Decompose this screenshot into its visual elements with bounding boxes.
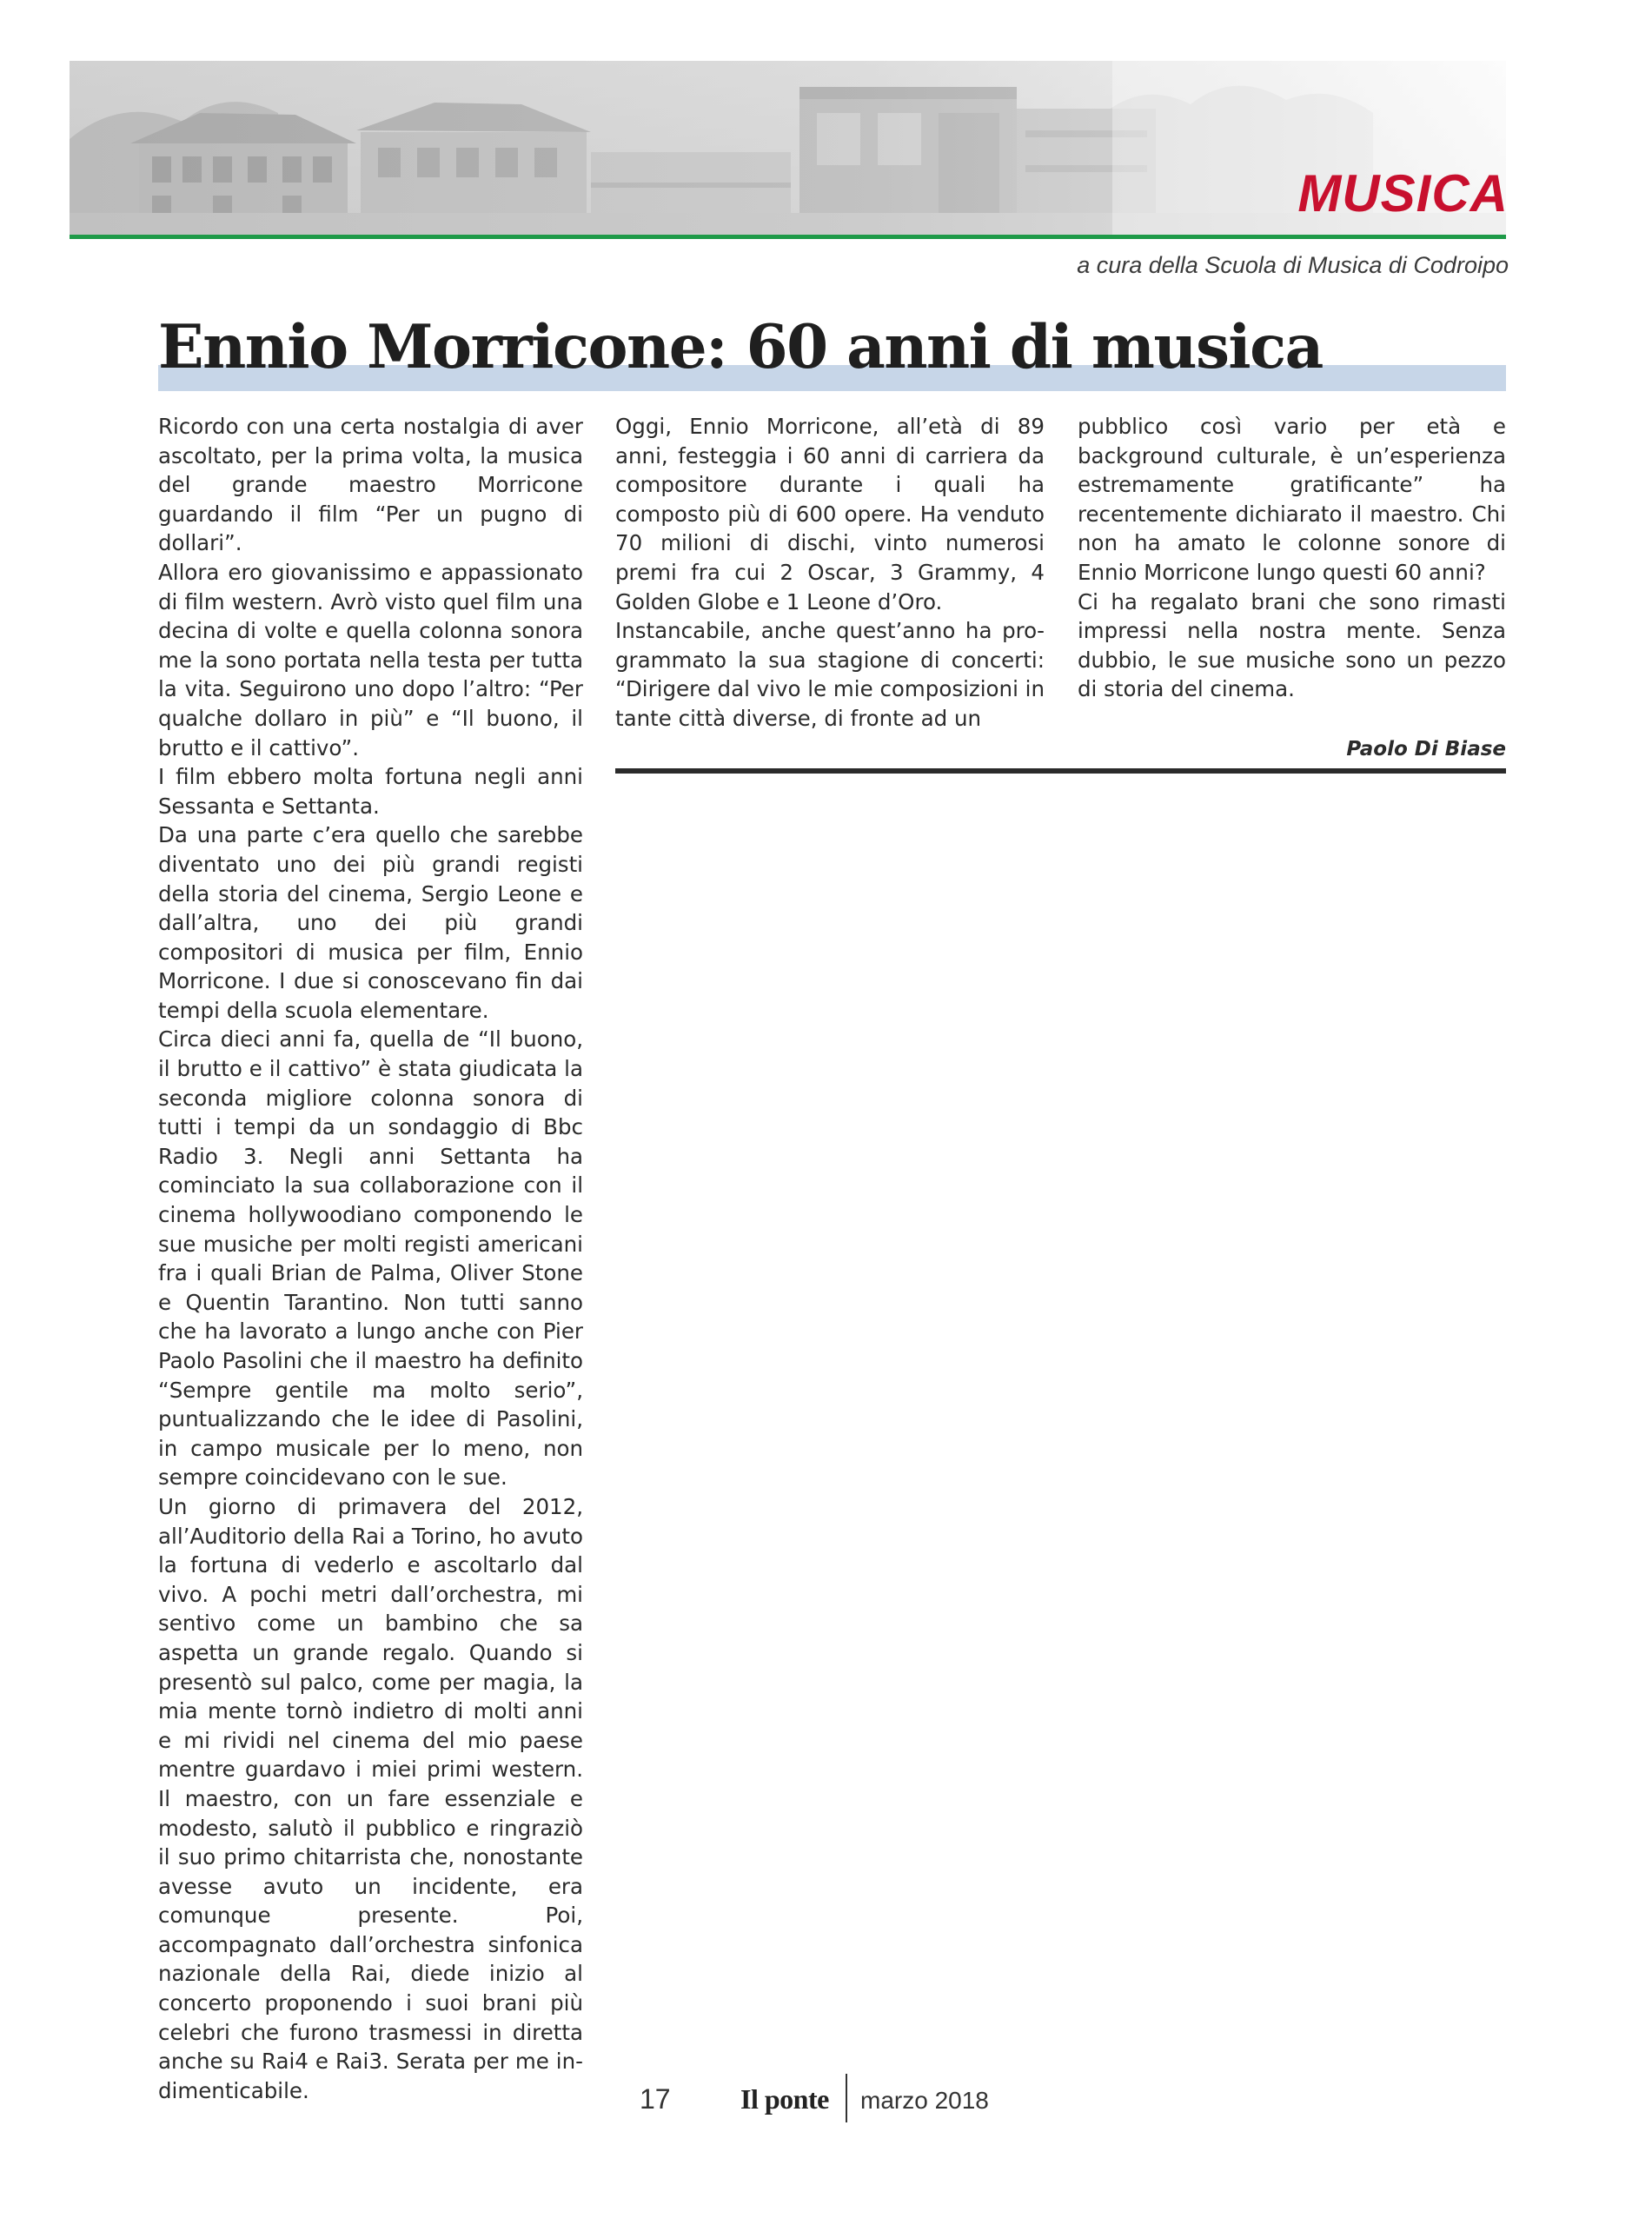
footer-divider (846, 2074, 847, 2122)
article-end-rule (615, 768, 1506, 774)
article-paragraph: Circa dieci anni fa, quella de “Il buono, il brutto e il cattivo” è stata giudicata la seconda migliore colonna sonora di tutti i tempi da un sondaggio di Bbc Radio 3. Negli anni Settanta ha cominciato la sua collaborazione con il cinema hollywoodiano componendo le sue musiche per molti registi americani fra i quali Brian de Palma, Oliver Stone e Quentin Tarantino. Non tutti sanno che ha lavorato a lungo anche con Pier Paolo Pasolini che il maestro ha definito “Sempre gentile ma molto serio”, puntualizzando che le idee di Pasolini, in campo musicale per lo meno, non sempre coincidevano con le sue. (158, 1026, 583, 1491)
article-paragraph: Instancabile, anche quest’anno ha programmato la sua stagione di concerti: “Dirigere dal vivo le mie composizioni in tante città diverse, di fronte ad un (615, 618, 1045, 731)
article-paragraph: Oggi, Ennio Morricone, all’età di 89 anni, festeggia i 60 anni di carriera da compositore durante i quali ha composto più di 600 opere. Ha venduto 70 milioni di dischi, vinto numerosi premi fra cui 2 Oscar, 3 Grammy, 4 Golden Globe e 1 Leone d’Oro. (615, 414, 1045, 614)
article-paragraph: Da una parte c’era quello che sarebbe diventato uno dei più grandi registi della storia del cinema, Sergio Leone e dall’altra, uno dei più grandi compositori di musica per film, Ennio Morricone. I due si conoscevano fin dai tempi della scuola elementare. (158, 822, 583, 1023)
article-paragraph: Un giorno di primavera del 2012, all’Auditorio della Rai a Torino, ho avuto la fortuna di vederlo e ascoltarlo dal vivo. A pochi metri dall’orchestra, mi sentivo come un bambino che sa aspetta un grande regalo. Quando si presentò sul palco, come per magia, la mia mente tornò indietro di molti anni e mi rividi nel cinema del mio paese mentre guardavo i miei primi western. Il maestro, con un fare essenziale e modesto, salutò il pubblico e ringraziò il suo primo chitarrista che, nonostante avesse avuto un incidente, era comunque presente. Poi, accompagnato dall’orchestra sinfonica nazionale della Rai, diede inizio al concerto proponendo i suoi brani più celebri che furono trasmessi in diretta anche su Rai4 e Rai3. Serata per me indimenticabile. (158, 1493, 583, 2103)
article-column-2 (615, 412, 1045, 734)
header-banner-photo (70, 61, 1506, 235)
section-title: MUSICA (1297, 164, 1509, 222)
article-title: Ennio Morricone: 60 anni di musica (158, 312, 1323, 382)
article-byline: Paolo Di Biase (1346, 738, 1506, 760)
section-curator: a cura della Scuola di Musica di Codroipo (1077, 252, 1509, 278)
article-paragraph: Ricordo con una certa nostalgia di aver ascoltato, per la prima volta, la musica del grande maestro Morricone guardando il film “Per un pugno di dollari”. (158, 414, 583, 556)
article-paragraph: I film ebbero molta fortuna negli anni Sessanta e Settanta. (158, 764, 583, 819)
town-buildings-photo (70, 61, 1506, 235)
article-paragraph: Allora ero giovanissimo e appassionato di film western. Avrò visto quel film una decina di volte e quella colonna sonora me la sono portata nella testa per tutta la vita. Seguirono uno dopo l’altro: “Per qualche dollaro in più” e “Il buono, il brutto e il cattivo”. (158, 559, 583, 760)
header-green-rule (70, 235, 1506, 239)
issue-date: marzo 2018 (860, 2087, 989, 2114)
article-paragraph: Ci ha regalato brani che sono rimasti impressi nella nostra mente. Senza dubbio, le sue musiche sono un pezzo di storia del cinema. (1078, 588, 1506, 702)
article-column-1 (158, 412, 583, 2105)
article-column-3 (1078, 412, 1506, 704)
page-number: 17 (640, 2083, 671, 2115)
article-paragraph: pubblico così vario per età e background culturale, è un’esperienza estremamente gratificante” ha recentemente dichiarato il maestro. Chi non ha amato le colonne sonore di Ennio Morricone lungo questi 60 anni? (1078, 414, 1506, 585)
magazine-logo: Il ponte (740, 2083, 829, 2115)
